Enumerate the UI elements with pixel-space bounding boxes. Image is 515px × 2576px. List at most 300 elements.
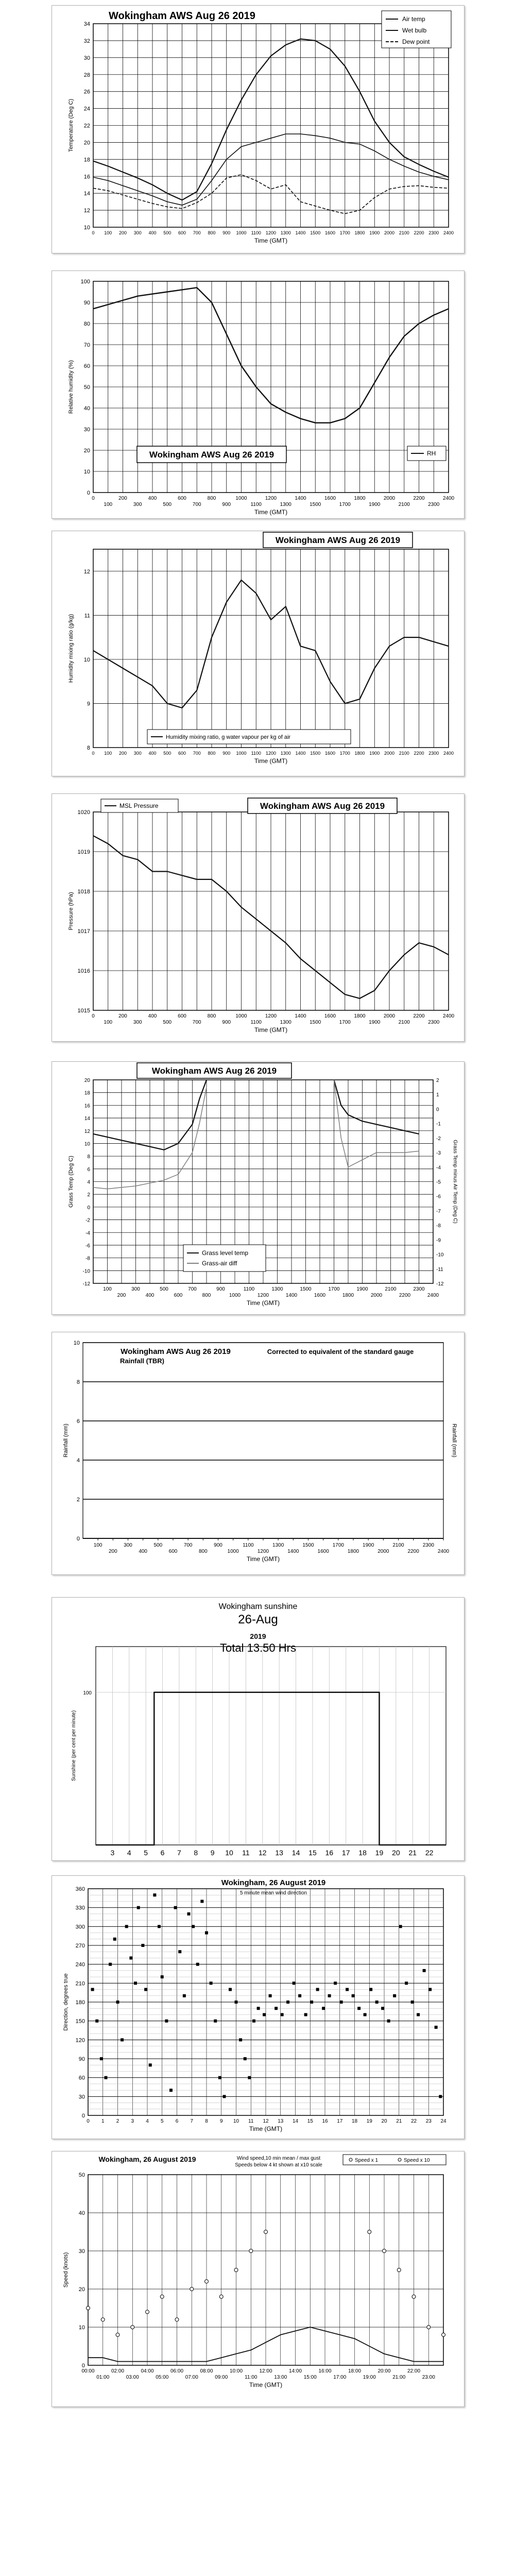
y-tick-label: 240 — [75, 1961, 85, 1968]
data-point-speed-x10 — [190, 2287, 194, 2291]
x-tick-label: 2000 — [384, 751, 395, 756]
x-tick-label: 1800 — [354, 751, 365, 756]
y-tick-label: 18 — [84, 1090, 90, 1096]
y-tick-label: 30 — [83, 427, 90, 433]
y-right-tick-label: -12 — [436, 1281, 444, 1287]
x-tick-label: 100 — [93, 1543, 102, 1548]
data-point — [187, 1912, 191, 1916]
x-tick-label: 1600 — [324, 230, 336, 235]
x-tick-label: 600 — [168, 1549, 178, 1554]
data-point — [364, 2013, 367, 2016]
data-point-speed-x10 — [146, 2310, 149, 2314]
data-point — [417, 2013, 420, 2016]
x-tick-label: 20 — [392, 1849, 400, 1857]
x-tick-label: 19 — [366, 2119, 372, 2124]
x-tick-label: 1800 — [347, 1549, 359, 1554]
x-tick-label: 200 — [117, 1293, 126, 1298]
x-tick-label: 1100 — [251, 751, 261, 756]
y-tick-label: 70 — [83, 342, 90, 348]
y-right-tick-label: -10 — [436, 1252, 444, 1258]
y-right-tick-label: -7 — [436, 1208, 441, 1214]
x-tick-label: 7 — [177, 1849, 181, 1857]
x-tick-label: 5 — [144, 1849, 148, 1857]
x-tick-label: 1900 — [369, 751, 380, 756]
data-point-speed-x10 — [397, 2268, 401, 2272]
y-tick-label: 50 — [78, 2172, 85, 2178]
x-tick-label: 200 — [118, 230, 127, 235]
chart-title: Wokingham AWS Aug 26 2019 — [149, 450, 274, 460]
y-tick-label: -12 — [82, 1281, 90, 1287]
y-tick-label: 8 — [87, 1154, 90, 1160]
x-tick-label: 1100 — [250, 1020, 262, 1025]
data-point-speed-x10 — [249, 2249, 253, 2253]
x-tick-label: 2000 — [384, 230, 395, 235]
temperature-chart-panel — [52, 5, 465, 253]
y-tick-label: 4 — [76, 1458, 80, 1464]
x-tick-label: 14 — [291, 1849, 300, 1857]
x-tick-label: 1900 — [369, 1020, 381, 1025]
x-tick-label: 1200 — [265, 751, 277, 756]
x-tick-label: 00:00 — [81, 2368, 95, 2374]
y-tick-label: 8 — [87, 745, 90, 751]
data-point — [369, 1988, 372, 1991]
x-tick-label: 1 — [101, 2119, 105, 2124]
data-point-speed-x10 — [116, 2333, 119, 2336]
x-tick-label: 2300 — [422, 1543, 434, 1548]
x-tick-label: 2300 — [413, 1286, 425, 1292]
data-point-speed-x10 — [412, 2295, 416, 2298]
x-tick-label: 21:00 — [392, 2375, 406, 2380]
legend-marker — [349, 2158, 352, 2161]
chart-year: 2019 — [250, 1632, 266, 1640]
y-right-tick-label: 1 — [436, 1092, 439, 1098]
x-tick-label: 2200 — [399, 1293, 411, 1298]
x-tick-label: 600 — [178, 1013, 186, 1019]
x-tick-label: 300 — [131, 1286, 140, 1292]
x-tick-label: 24 — [440, 2119, 447, 2124]
data-point — [239, 2038, 242, 2041]
data-point — [428, 1988, 432, 1991]
x-tick-label: 6 — [175, 2119, 179, 2124]
x-tick-label: 300 — [133, 230, 142, 235]
x-tick-label: 0 — [92, 1013, 95, 1019]
x-tick-label: 17:00 — [333, 2375, 347, 2380]
temperature-chart — [52, 6, 464, 253]
y-tick-label: 180 — [75, 1999, 85, 2006]
data-point — [435, 2026, 438, 2029]
x-tick-label: 1200 — [265, 496, 277, 501]
x-tick-label: 500 — [163, 751, 171, 756]
data-point — [105, 2076, 108, 2079]
y-tick-label: 300 — [75, 1924, 85, 1930]
data-point — [244, 2057, 247, 2060]
x-tick-label: 900 — [216, 1286, 225, 1292]
data-point — [286, 2001, 289, 2004]
x-tick-label: 2400 — [427, 1293, 439, 1298]
y-right-tick-label: -1 — [436, 1121, 441, 1127]
data-point — [149, 2063, 152, 2066]
data-point — [158, 1925, 161, 1928]
x-tick-label: 8 — [205, 2119, 208, 2124]
y-tick-label: 0 — [81, 2363, 85, 2369]
chart-subtitle: Wind speed,10 min mean / max gust — [236, 2156, 321, 2161]
x-axis-label: Time (GMT) — [246, 1555, 280, 1563]
x-tick-label: 500 — [153, 1543, 163, 1548]
data-point — [169, 2089, 173, 2092]
x-tick-label: 100 — [104, 502, 113, 507]
y-tick-label: 360 — [75, 1886, 85, 1892]
data-point — [381, 2007, 384, 2010]
data-point-speed-x10 — [87, 2307, 90, 2310]
x-tick-label: 1700 — [339, 502, 351, 507]
x-tick-label: 22:00 — [407, 2368, 421, 2374]
x-tick-label: 1600 — [324, 1013, 336, 1019]
y-tick-label: 1017 — [77, 928, 90, 935]
x-tick-label: 02:00 — [111, 2368, 125, 2374]
chart-title: Wokingham, 26 August 2019 — [98, 2155, 196, 2163]
chart-title: Wokingham AWS Aug 26 2019 — [121, 1347, 231, 1356]
x-tick-label: 2300 — [428, 1020, 440, 1025]
grass-temp-chart-panel — [52, 1061, 465, 1315]
x-tick-label: 400 — [145, 1293, 154, 1298]
data-point — [174, 1906, 177, 1909]
x-tick-label: 10 — [225, 1849, 233, 1857]
y-tick-label: 2 — [87, 1192, 90, 1198]
y-axis-label: Sunshine (per cent per minute) — [71, 1710, 77, 1782]
plot-area — [83, 1343, 443, 1538]
y-right-tick-label: -3 — [436, 1150, 441, 1157]
data-point — [210, 1981, 213, 1985]
x-tick-label: 2400 — [443, 751, 454, 756]
x-tick-label: 1000 — [236, 230, 247, 235]
x-tick-label: 2200 — [414, 751, 424, 756]
x-tick-label: 0 — [87, 2119, 90, 2124]
wind-direction-chart-panel — [52, 1875, 465, 2139]
legend-box — [183, 1245, 266, 1272]
x-tick-label: 2100 — [399, 751, 409, 756]
legend-label: Humidity mixing ratio, g water vapour per kg of air — [166, 734, 291, 740]
x-tick-label: 12 — [259, 1849, 267, 1857]
x-tick-label: 800 — [208, 751, 216, 756]
y-tick-label: -6 — [85, 1243, 90, 1249]
data-point-speed-x10 — [219, 2295, 223, 2298]
x-tick-label: 1100 — [243, 1286, 255, 1292]
data-point — [375, 2001, 379, 2004]
data-point-speed-x10 — [160, 2295, 164, 2298]
x-tick-label: 22 — [425, 1849, 434, 1857]
x-tick-label: 18:00 — [348, 2368, 362, 2374]
x-tick-label: 07:00 — [185, 2375, 198, 2380]
x-axis-label: Time (GMT) — [254, 237, 288, 244]
x-tick-label: 19 — [375, 1849, 384, 1857]
x-tick-label: 1900 — [356, 1286, 368, 1292]
y-axis-label: Grass Temp (Deg C) — [68, 1156, 74, 1208]
x-tick-label: 0 — [92, 496, 95, 501]
x-tick-label: 11 — [242, 1849, 250, 1857]
data-point — [235, 2001, 238, 2004]
y-tick-label: 12 — [84, 1128, 90, 1134]
chart-note: Speeds below 4 kt shown at x10 scale — [235, 2162, 322, 2168]
data-point — [137, 1906, 140, 1909]
x-tick-label: 5 — [160, 2119, 164, 2124]
x-tick-label: 8 — [194, 1849, 198, 1857]
x-tick-label: 2200 — [414, 230, 424, 235]
legend-label: Grass-air diff — [202, 1260, 237, 1267]
sunshine-chart — [52, 1598, 464, 1860]
x-tick-label: 1300 — [272, 1543, 284, 1548]
series-line — [96, 1692, 446, 1845]
x-tick-label: 0 — [92, 751, 95, 756]
y-tick-label: 90 — [78, 2056, 85, 2062]
y-axis-label: Temperature (Deg C) — [68, 98, 74, 152]
data-point — [411, 2001, 414, 2004]
x-tick-label: 3 — [110, 1849, 115, 1857]
x-tick-label: 3 — [131, 2119, 134, 2124]
data-point — [95, 2020, 98, 2023]
y-tick-label: 1015 — [77, 1008, 90, 1014]
y-tick-label: -10 — [82, 1268, 90, 1275]
x-tick-label: 1800 — [354, 1013, 366, 1019]
y-tick-label: 10 — [83, 225, 90, 231]
rainfall-chart — [52, 1332, 464, 1574]
x-tick-label: 09:00 — [215, 2375, 228, 2380]
x-tick-label: 7 — [190, 2119, 194, 2124]
chart-title: Wokingham, 26 August 2019 — [221, 1878, 326, 1887]
x-tick-label: 1100 — [243, 1543, 254, 1548]
x-tick-label: 1400 — [295, 230, 306, 235]
x-tick-label: 1200 — [265, 230, 277, 235]
legend-label: Dew point — [402, 38, 430, 45]
x-tick-label: 900 — [222, 1020, 231, 1025]
x-tick-label: 2200 — [413, 496, 425, 501]
y-tick-label: 28 — [83, 72, 90, 78]
data-point — [357, 2007, 360, 2010]
x-tick-label: 700 — [188, 1286, 197, 1292]
chart-title: Wokingham AWS Aug 26 2019 — [151, 1066, 277, 1076]
x-tick-label: 15 — [308, 1849, 317, 1857]
y-right-tick-label: 0 — [436, 1107, 439, 1113]
x-tick-label: 6 — [160, 1849, 165, 1857]
x-tick-label: 1300 — [280, 1020, 291, 1025]
x-tick-label: 1400 — [295, 751, 306, 756]
y-right-tick-label: -4 — [436, 1165, 441, 1171]
y-tick-label: 16 — [83, 174, 90, 180]
y-tick-label: 210 — [75, 1980, 85, 1987]
data-point — [274, 2007, 278, 2010]
x-tick-label: 12 — [263, 2119, 269, 2124]
data-point — [393, 1994, 396, 1997]
x-tick-label: 800 — [207, 1013, 216, 1019]
x-tick-label: 800 — [207, 496, 216, 501]
x-tick-label: 200 — [118, 1013, 127, 1019]
legend-label: Speed x 10 — [404, 2158, 430, 2163]
y-tick-label: 20 — [83, 140, 90, 146]
y-right-tick-label: 2 — [436, 1078, 439, 1083]
x-tick-label: 200 — [108, 1549, 117, 1554]
x-tick-label: 1700 — [332, 1543, 344, 1548]
x-tick-label: 1700 — [328, 1286, 340, 1292]
legend-marker — [398, 2158, 401, 2161]
x-tick-label: 4 — [146, 2119, 149, 2124]
x-tick-label: 04:00 — [141, 2368, 154, 2374]
x-tick-label: 2100 — [399, 230, 409, 235]
x-tick-label: 1400 — [295, 1013, 306, 1019]
y-tick-label: 0 — [87, 490, 90, 496]
y-tick-label: 18 — [83, 157, 90, 163]
data-point — [399, 1925, 402, 1928]
x-tick-label: 600 — [178, 751, 186, 756]
y-tick-label: 4 — [87, 1179, 90, 1185]
y-tick-label: 11 — [84, 613, 90, 619]
y-tick-label: 1018 — [77, 889, 90, 895]
data-point — [328, 1994, 331, 1997]
x-tick-label: 300 — [133, 1020, 142, 1025]
x-tick-label: 300 — [133, 502, 142, 507]
data-point — [281, 2013, 284, 2016]
x-tick-label: 1000 — [229, 1293, 241, 1298]
legend-label: RH — [427, 450, 436, 457]
x-tick-label: 2400 — [442, 1013, 455, 1019]
y-tick-label: 80 — [83, 321, 90, 327]
data-point-speed-x10 — [175, 2318, 179, 2321]
y-tick-label: 10 — [84, 1141, 90, 1147]
y-right-tick-label: -11 — [436, 1266, 443, 1273]
data-point — [298, 1994, 301, 1997]
data-point — [129, 1956, 132, 1959]
y-tick-label: 150 — [75, 2018, 85, 2025]
x-tick-label: 900 — [214, 1543, 222, 1548]
chart-title: Wokingham AWS Aug 26 2019 — [275, 535, 401, 545]
x-tick-label: 600 — [174, 1293, 183, 1298]
x-tick-label: 23:00 — [422, 2375, 435, 2380]
x-tick-label: 1200 — [265, 1013, 277, 1019]
y-tick-label: 14 — [84, 1116, 90, 1122]
x-tick-label: 400 — [148, 751, 157, 756]
data-point — [121, 2038, 124, 2041]
x-tick-label: 22 — [410, 2119, 417, 2124]
x-tick-label: 1500 — [302, 1543, 314, 1548]
wind-speed-chart-panel — [52, 2151, 465, 2407]
x-tick-label: 500 — [163, 502, 172, 507]
x-tick-label: 2200 — [413, 1013, 425, 1019]
x-tick-label: 400 — [148, 230, 157, 235]
humidity-chart-panel — [52, 270, 465, 519]
x-tick-label: 200 — [118, 496, 127, 501]
x-tick-label: 18 — [358, 1849, 367, 1857]
x-tick-label: 08:00 — [200, 2368, 213, 2374]
data-point-speed-x10 — [383, 2249, 386, 2253]
x-axis-label: Time (GMT) — [249, 2125, 283, 2132]
y-right-tick-label: -2 — [436, 1136, 441, 1142]
y-tick-label: 10 — [83, 656, 90, 663]
x-tick-label: 23 — [425, 2119, 432, 2124]
data-point — [223, 2095, 226, 2098]
x-tick-label: 600 — [178, 496, 186, 501]
y-tick-label: 30 — [78, 2248, 85, 2255]
x-tick-label: 2300 — [428, 230, 439, 235]
data-point — [269, 1994, 272, 1997]
pressure-chart — [52, 794, 464, 1041]
rainfall-chart-panel — [52, 1332, 465, 1575]
x-tick-label: 300 — [124, 1543, 132, 1548]
y-axis-label: Rainfall (mm) — [63, 1423, 69, 1458]
sunshine-chart-panel — [52, 1597, 465, 1861]
y-tick-label: 26 — [83, 89, 90, 95]
y-tick-label: 20 — [83, 448, 90, 454]
data-point — [200, 1900, 203, 1903]
x-tick-label: 15:00 — [303, 2375, 317, 2380]
y-tick-label: 14 — [83, 191, 90, 197]
x-tick-label: 17 — [341, 1849, 350, 1857]
mixing-ratio-chart — [52, 531, 464, 776]
x-tick-label: 1300 — [280, 502, 291, 507]
chart-title: Wokingham AWS Aug 26 2019 — [109, 10, 255, 22]
x-tick-label: 2400 — [442, 496, 455, 501]
y-tick-label: 1020 — [77, 809, 90, 816]
x-tick-label: 1900 — [363, 1543, 374, 1548]
x-tick-label: 05:00 — [156, 2375, 169, 2380]
mixing-ratio-chart-panel — [52, 531, 465, 776]
x-tick-label: 1600 — [324, 496, 336, 501]
y-right-tick-label: -8 — [436, 1223, 441, 1229]
data-point — [310, 2001, 313, 2004]
y-tick-label: 1019 — [77, 849, 90, 855]
x-tick-label: 1400 — [295, 496, 306, 501]
chart-title: Wokingham sunshine — [218, 1602, 298, 1611]
data-point — [229, 1988, 232, 1991]
data-point — [91, 1988, 94, 1991]
pressure-chart-panel — [52, 793, 465, 1042]
data-point — [214, 2020, 217, 2023]
data-point — [165, 2020, 168, 2023]
x-tick-label: 1100 — [251, 230, 261, 235]
y-tick-label: 90 — [83, 300, 90, 306]
x-tick-label: 16:00 — [318, 2368, 332, 2374]
y-tick-label: 6 — [87, 1166, 90, 1173]
legend-label: Speed x 1 — [355, 2158, 379, 2163]
x-tick-label: 700 — [183, 1543, 193, 1548]
x-tick-label: 1300 — [271, 1286, 283, 1292]
x-tick-label: 100 — [104, 230, 112, 235]
x-tick-label: 1100 — [250, 502, 262, 507]
y-tick-label: 32 — [83, 38, 90, 44]
x-tick-label: 1200 — [257, 1293, 269, 1298]
x-tick-label: 2200 — [407, 1549, 419, 1554]
data-point — [109, 1963, 112, 1966]
chart-total: Total 13.50 Hrs — [220, 1641, 296, 1654]
y-axis-label: Relative humidity (%) — [68, 360, 74, 414]
data-point — [405, 1981, 408, 1985]
x-tick-label: 1800 — [354, 496, 366, 501]
data-point-speed-x10 — [234, 2268, 238, 2272]
data-point — [141, 1944, 144, 1947]
data-point — [439, 2095, 442, 2098]
y-tick-label: 10 — [83, 469, 90, 475]
y-right-tick-label: -9 — [436, 1238, 441, 1244]
x-tick-label: 11:00 — [245, 2375, 258, 2380]
x-tick-label: 20 — [381, 2119, 387, 2124]
x-tick-label: 100 — [103, 1286, 112, 1292]
y-tick-label: 20 — [78, 2286, 85, 2293]
x-tick-label: 1700 — [339, 751, 350, 756]
x-tick-label: 1400 — [285, 1293, 298, 1298]
y-tick-label: 100 — [80, 279, 90, 285]
y-tick-label: 12 — [83, 568, 90, 575]
data-point-speed-x10 — [368, 2230, 371, 2234]
y-tick-label: 40 — [78, 2210, 85, 2216]
x-tick-label: 10 — [233, 2119, 239, 2124]
x-tick-label: 21 — [408, 1849, 417, 1857]
